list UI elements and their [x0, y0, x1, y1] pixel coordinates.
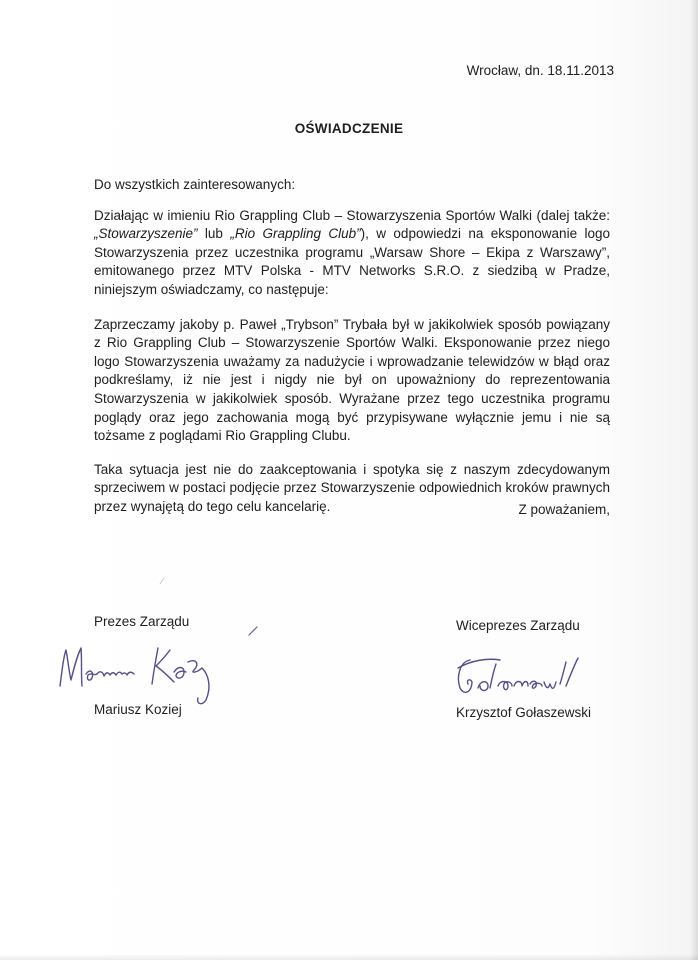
scan-edge-shadow — [690, 0, 698, 960]
scan-bottom-shadow — [0, 954, 698, 960]
left-signatory-name: Mariusz Koziej — [94, 702, 182, 717]
ink-mark — [246, 624, 260, 638]
paragraph-intro-term-1: „Stowarzyszenie” — [94, 226, 198, 242]
paragraph-denial: Zaprzeczamy jakoby p. Paweł „Trybson” Trybała był w jakikolwiek sposób powiązany z Rio Grappling Club – Stowarzyszenie Sportów Walki. Eksponowanie przez niego logo Stowarzyszenia uważamy za nadużycie i wprowadzanie telewidzów w błąd oraz podkreślamy, iż nie jest i nigdy nie był on upoważniony do reprezentowania Stowarzyszenia w jakikolwiek sposób. Wyrażane przez tego uczestnika programu poglądy oraz jego zachowania mogą być przypisywane wyłącznie jemu i nie są tożsame z poglądami Rio Grappling Clubu. — [94, 316, 610, 444]
left-handwritten-signature — [50, 628, 240, 708]
greeting: Do wszystkich zainteresowanych: — [94, 177, 296, 192]
right-signatory-name: Krzysztof Gołaszewski — [456, 705, 592, 720]
paragraph-intro-term-2: „Rio Grappling Club” — [230, 226, 361, 242]
paragraph-intro-part-c: lub — [197, 226, 231, 242]
closing-salutation: Z poważaniem, — [518, 502, 610, 517]
paragraph-legal-steps: Taka sytuacja jest nie do zaakceptowania i spotyka się z naszym zdecydowanym sprzeciwem w postaci podjęcie przez Stowarzyszenie odpowiednich kroków prawnych przez wynajętą do tego celu kancelarię. — [94, 461, 610, 514]
document-title: OŚWIADCZENIE — [294, 121, 404, 136]
scan-speck — [158, 576, 166, 586]
paragraph-intro-part-a: Działając w imieniu Rio Grappling Club – Stowarzyszenia Sportów Walki (dalej także: — [94, 207, 610, 223]
document-body — [94, 176, 610, 531]
paragraph-intro — [94, 207, 610, 300]
right-handwritten-signature — [448, 648, 608, 708]
place-and-date: Wrocław, dn. 18.11.2013 — [466, 63, 614, 78]
right-signatory-role: Wiceprezes Zarządu — [456, 618, 580, 633]
left-signatory-role: Prezes Zarządu — [94, 614, 190, 629]
paragraph-intro-part-e: ), w odpowiedzi na eksponowanie logo Stowarzyszenia przez uczestnika programu „Warsaw Shore – Ekipa z Warszawy”, emitowanego przez MTV Polska - MTV Networks S.R.O. z siedzibą w Pradze, niniejszym oświadczamy, co następuje: — [94, 226, 610, 297]
